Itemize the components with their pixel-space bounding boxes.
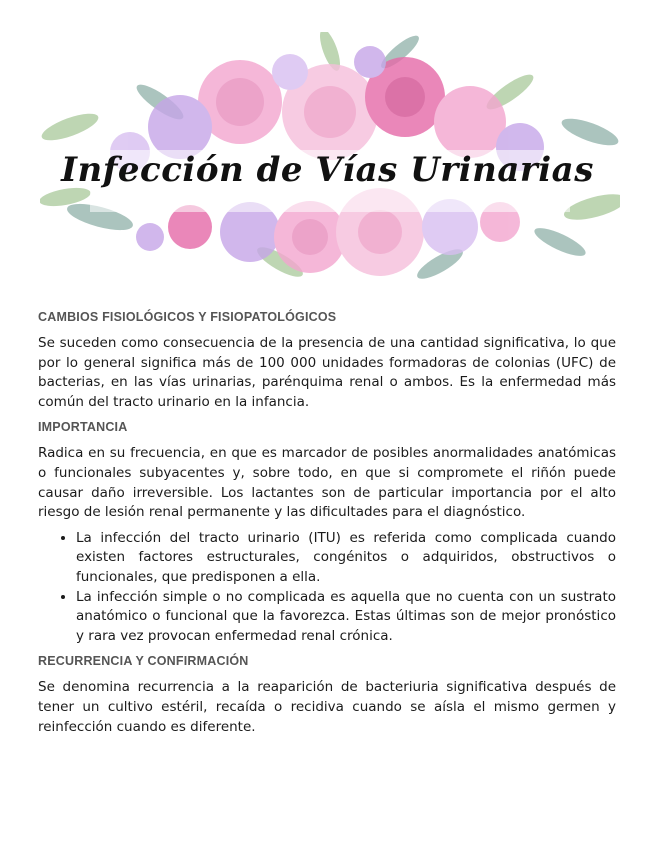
document-body: [38, 310, 616, 743]
section-paragraph-recurrencia: Se denomina recurrencia a la reaparición de bacteriuria significativa después de tener un cultivo estéril, recaída o recidiva cuando se aísla el mismo germen y reinfección cuando es diferente.: [38, 679, 616, 735]
section-paragraph-importancia: Radica en su frecuencia, en que es marcador de posibles anormalidades anatómicas o funcionales subyacentes y, sobre todo, en que si compromete el riñón puede causar daño irreversible. Los lactantes son de particular importancia por el alto riesgo de lesión renal permanente y las dificultades para el diagnóstico.: [38, 445, 616, 521]
section-paragraph-cambios: Se suceden como consecuencia de la presencia de una cantidad significativa, lo que por lo general significa más de 100 000 unidades formadoras de colonias (UFC) de bacterias, en las vías urinarias, parénquima renal o ambos. Es la enfermedad más común del tracto urinario en la infancia.: [38, 335, 616, 410]
page-title: Infección de Vías Urinarias: [61, 150, 594, 190]
section-heading-cambios: CAMBIOS FISIOLÓGICOS Y FISIOPATOLÓGICOS: [38, 310, 337, 324]
bullet-list: [38, 529, 616, 647]
bullet-item: • La infección del tracto urinario (ITU) es referida como complicada cuando existen factores estructurales, congénitos o adquiridos, obstructivos o funcionales, que predisponen a ella.: [76, 529, 616, 588]
section-heading-recurrencia: RECURRENCIA Y CONFIRMACIÓN: [38, 654, 249, 669]
bullet-item: • La infección simple o no complicada es aquella que no cuenta con un sustrato anatómico o funcional que la favorezca. Estas últimas son de mejor pronóstico y rara vez provocan enfermedad renal crónica.: [76, 588, 616, 647]
section-heading-importancia: IMPORTANCIA: [38, 420, 128, 435]
